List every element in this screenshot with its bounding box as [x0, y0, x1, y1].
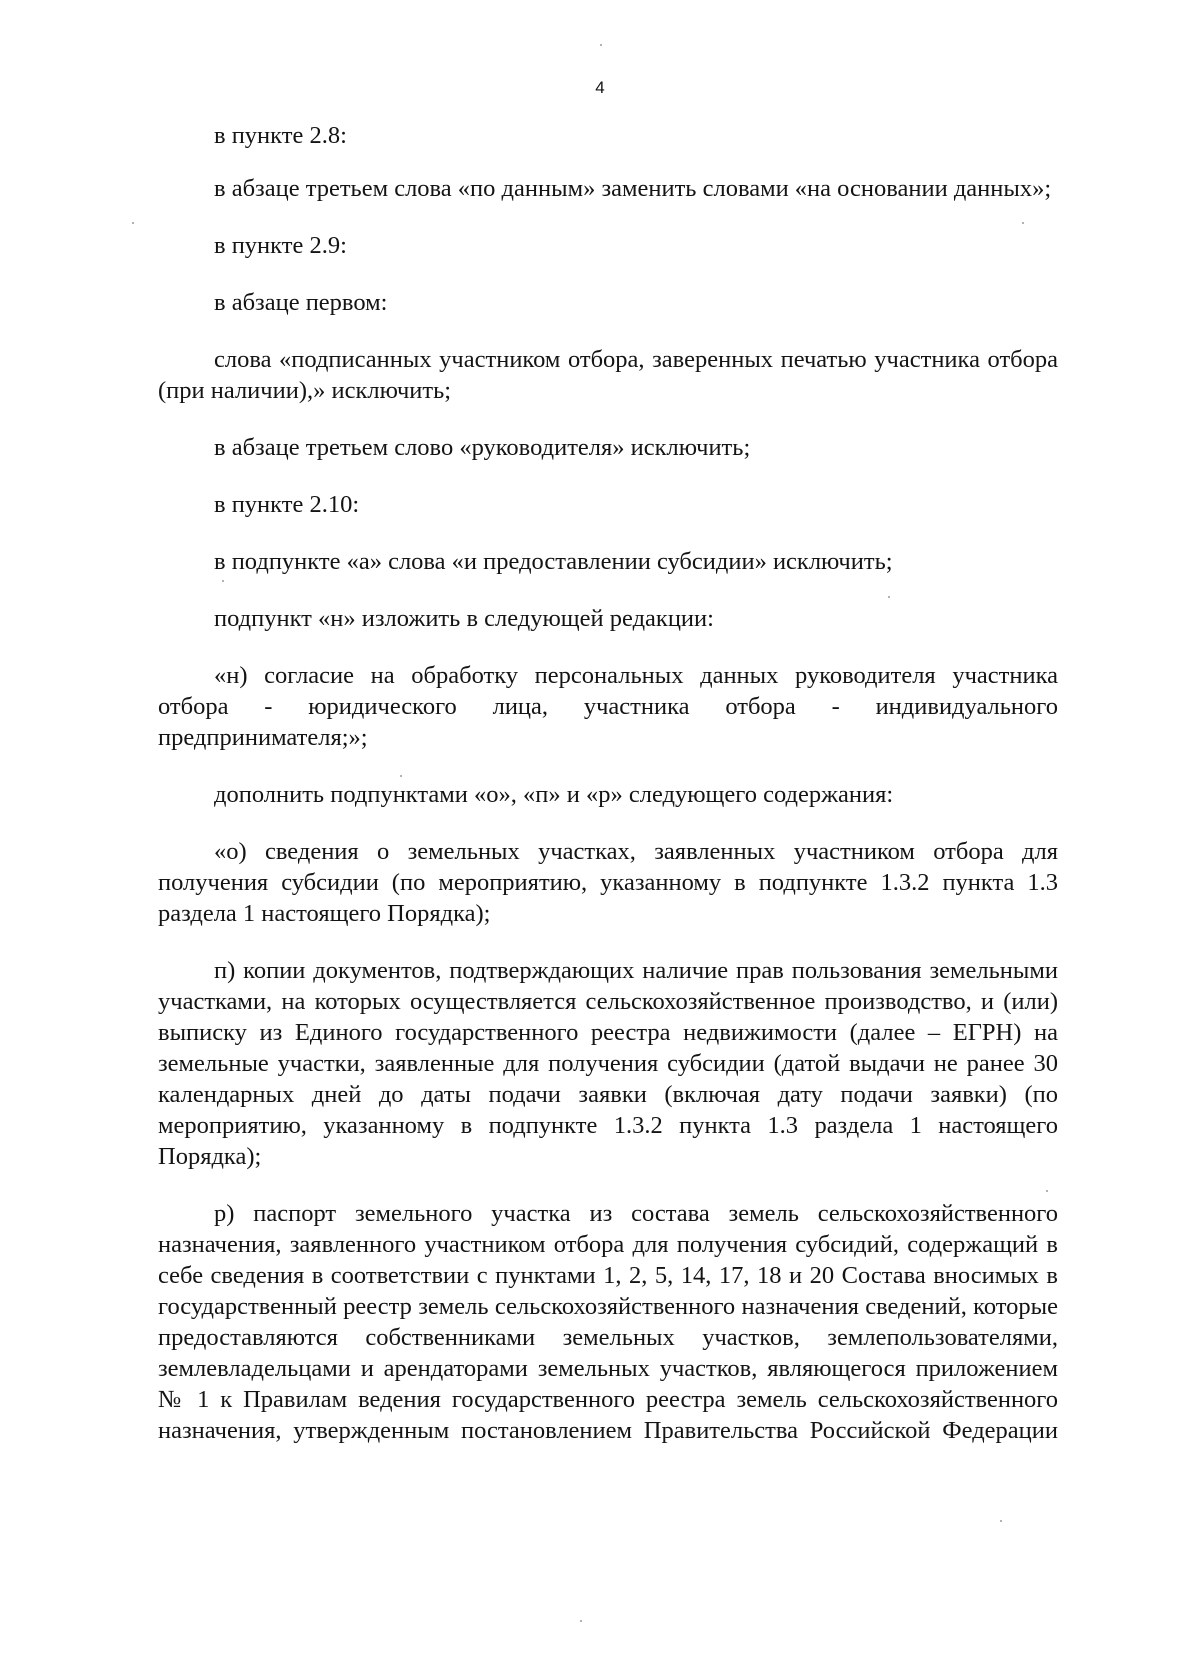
scan-speck [132, 222, 134, 224]
paragraph-words-excluded: слова «подписанных участником отбора, заверенных печатью участника отбора (при наличии),» исключить; [158, 346, 1058, 404]
paragraph-subitem-n-edit: подпункт «н» изложить в следующей редакции: [214, 605, 714, 632]
paragraph-add-subitems: дополнить подпунктами «о», «п» и «р» следующего содержания: [214, 781, 894, 808]
paragraph-subitem-p: п) копии документов, подтверждающих наличие прав пользования земельными участками, на которых осуществляется сельскохозяйственное производство, и (или) выписку из Единого государственного реестра недвижимости (далее – ЕГРН) на земельные участки, заявленные для получения субсидии (датой выдачи не ранее 30 календарных дней до даты подачи заявки (включая дату подачи заявки) (по мероприятию, указанному в подпункте 1.3.2 пункта 1.3 раздела 1 настоящего Порядка); [158, 957, 1058, 1170]
scan-speck [1022, 222, 1024, 224]
paragraph-item-2-10: в пункте 2.10: [214, 491, 360, 518]
scan-speck [888, 596, 890, 598]
paragraph-subitem-a: в подпункте «а» слова «и предоставлении субсидии» исключить; [214, 548, 893, 575]
paragraph-abzac-3-rukovoditel: в абзаце третьем слово «руководителя» исключить; [214, 434, 751, 461]
scan-speck [580, 1620, 582, 1622]
document-body [158, 120, 1058, 1446]
paragraph-item-2-8-abzac-3: в абзаце третьем слова «по данным» заменить словами «на основании данных»; [214, 175, 1052, 202]
scan-speck [600, 44, 602, 46]
scan-speck [1000, 1520, 1002, 1522]
scan-speck [400, 775, 402, 777]
page-number: 4 [595, 78, 605, 97]
paragraph-subitem-r: р) паспорт земельного участка из состава земель сельскохозяйственного назначения, заявленного участником отбора для получения субсидий, содержащий в себе сведения в соответствии с пунктами 1, 2, 5, 14, 17, 18 и 20 Состава вносимых в государственный реестр земель сельскохозяйственного назначения сведений, которые предоставляются собственниками земельных участков, землепользователями, землевладельцами и арендаторами земельных участков, являющегося приложением № 1 к Правилам ведения государственного реестра земель сельскохозяйственного назначения, утвержденным постановлением Правительства Российской Федерации [158, 1200, 1058, 1444]
paragraph-subitem-o: «о) сведения о земельных участках, заявленных участником отбора для получения субсидии (по мероприятию, указанному в подпункте 1.3.2 пункта 1.3 раздела 1 настоящего Порядка); [158, 838, 1058, 927]
scan-speck [222, 580, 224, 582]
scan-speck [1046, 1190, 1048, 1192]
paragraph-subitem-n-text: «н) согласие на обработку персональных данных руководителя участника отбора - юридического лица, участника отбора - индивидуального предпринимателя;»; [158, 662, 1058, 751]
paragraph-abzac-1: в абзаце первом: [214, 289, 388, 316]
paragraph-item-2-8: в пункте 2.8: [214, 122, 347, 149]
paragraph-item-2-9: в пункте 2.9: [214, 232, 347, 259]
